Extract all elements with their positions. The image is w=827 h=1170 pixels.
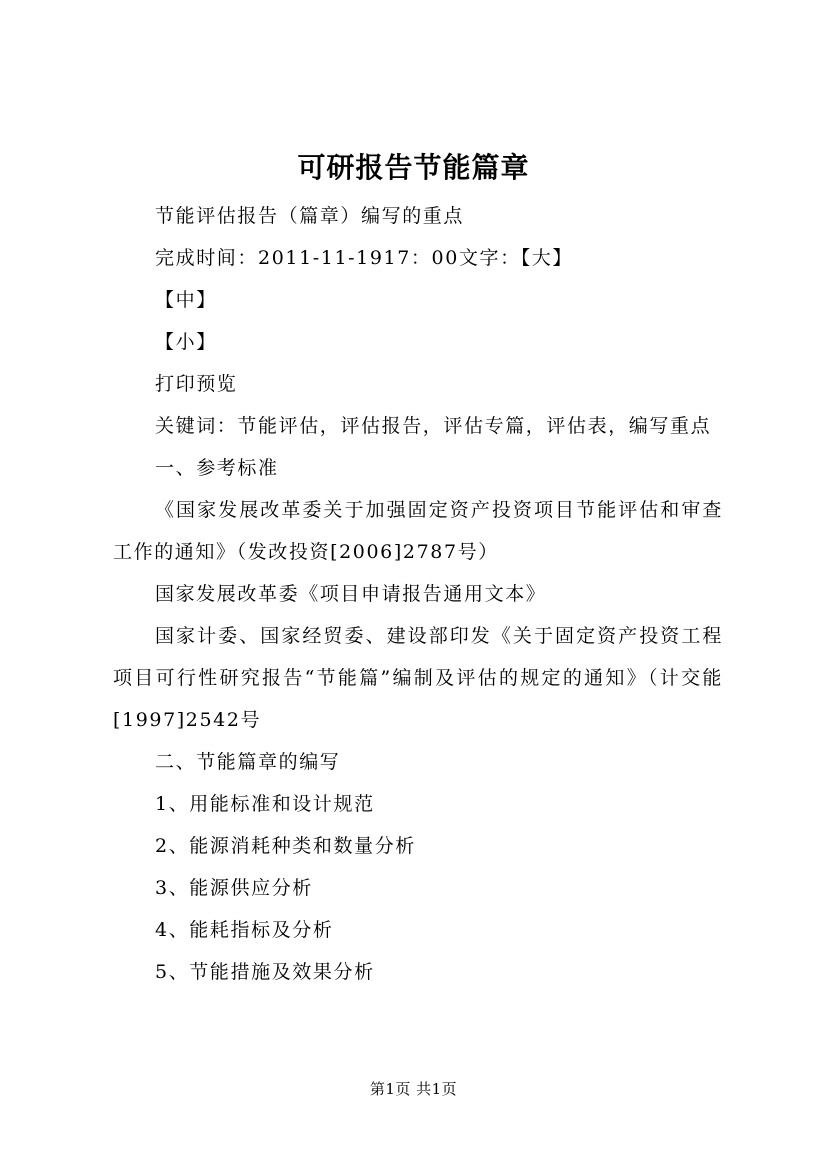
list-item-2: 2、能源消耗种类和数量分析 xyxy=(155,835,416,857)
list-item-4: 4、能耗指标及分析 xyxy=(155,919,334,941)
paragraph-completion-time: 完成时间：2011-11-1917：00文字：【大】 xyxy=(155,247,574,269)
paragraph-print-preview: 打印预览 xyxy=(155,373,238,395)
document-body xyxy=(113,195,723,993)
document-title: 可研报告节能篇章 xyxy=(297,151,530,184)
paragraph-subtitle: 节能评估报告（篇章）编写的重点 xyxy=(155,205,465,227)
paragraph-keywords: 关键词：节能评估，评估报告，评估专篇，评估表，编写重点 xyxy=(155,415,712,437)
list-item-1: 1、用能标准和设计规范 xyxy=(155,793,375,815)
paragraph-font-small: 【小】 xyxy=(155,331,217,353)
list-item-3: 3、能源供应分析 xyxy=(155,877,313,899)
paragraph-reference-1: 《国家发展改革委关于加强固定资产投资项目节能评估和审查工作的通知》（发改投资[2006]2787号） xyxy=(113,499,723,563)
list-item-5: 5、节能措施及效果分析 xyxy=(155,961,375,983)
paragraph-reference-3: 国家计委、国家经贸委、建设部印发《关于固定资产投资工程项目可行性研究报告“节能篇”编制及评估的规定的通知》（计交能[1997]2542号 xyxy=(113,625,723,731)
heading-reference-standards: 一、参考标准 xyxy=(155,457,279,479)
paragraph-reference-2: 国家发展改革委《项目申请报告通用文本》 xyxy=(155,583,547,605)
paragraph-font-medium: 【中】 xyxy=(155,289,217,311)
heading-chapter-writing: 二、节能篇章的编写 xyxy=(155,751,341,773)
page-footer: 第1页 共1页 xyxy=(369,1080,458,1098)
